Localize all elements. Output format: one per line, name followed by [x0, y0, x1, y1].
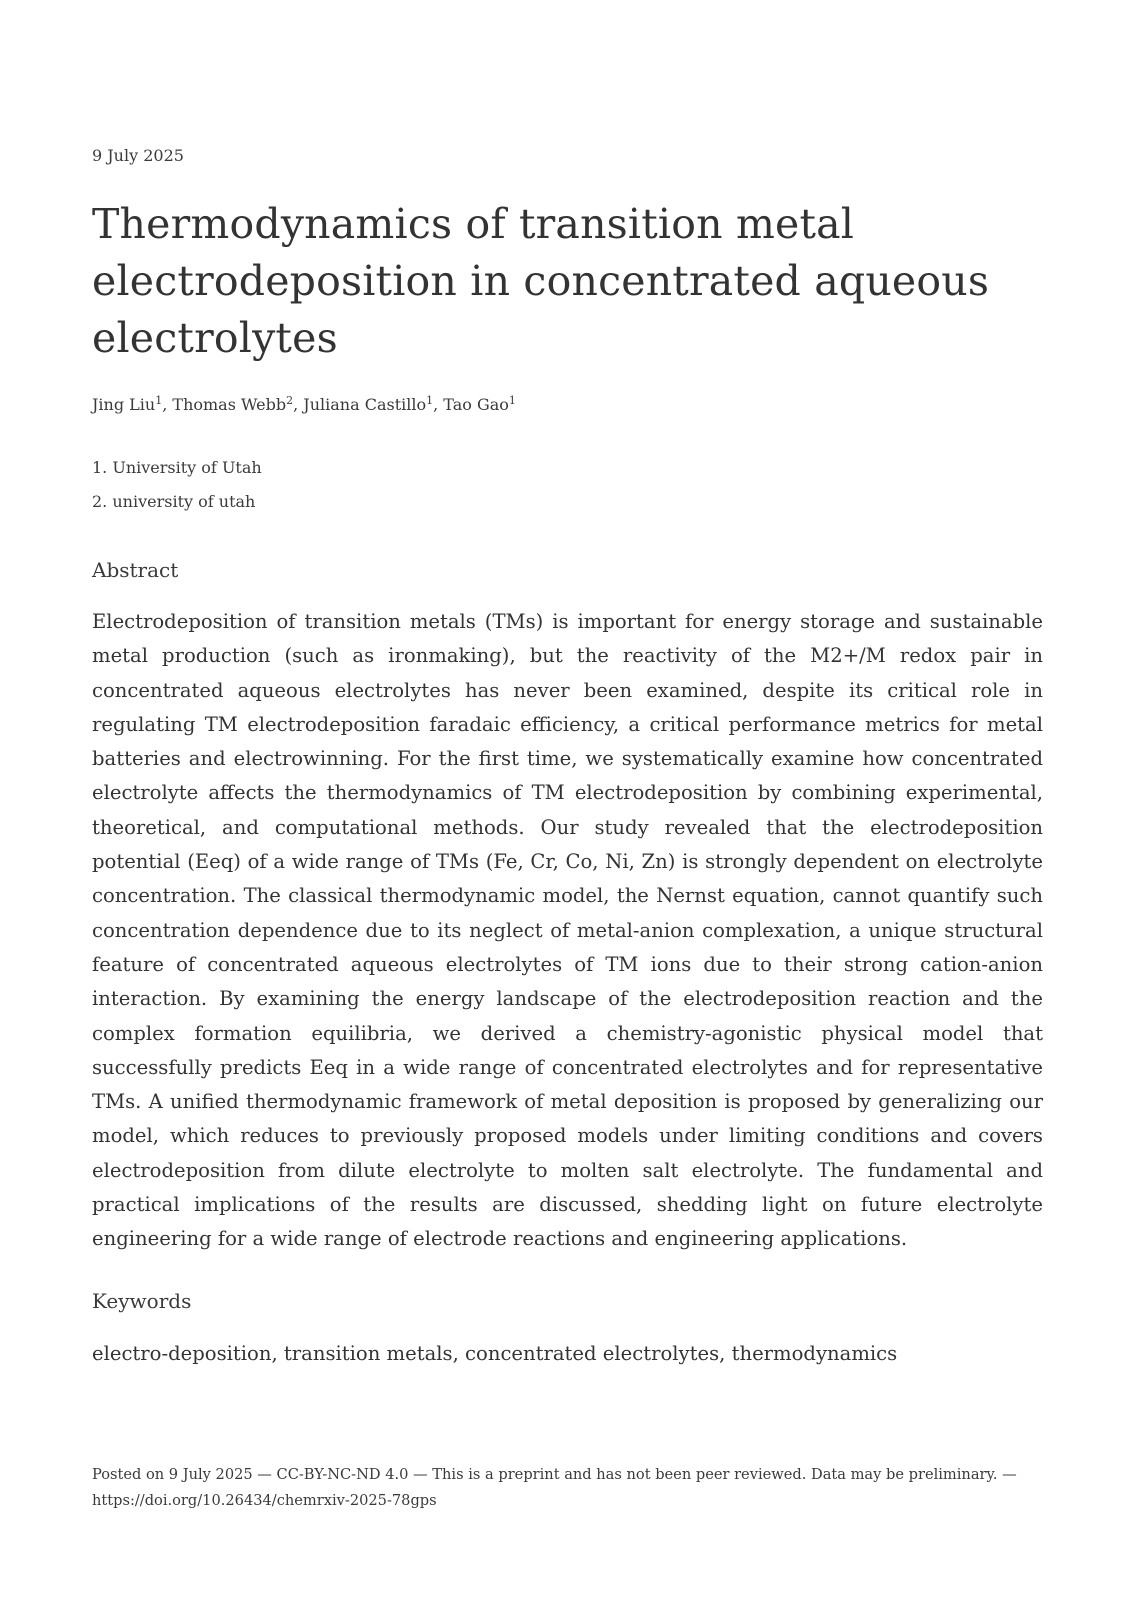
author-affiliation-marker: 1 [508, 394, 516, 407]
abstract-body: Electrodeposition of transition metals (TMs) is important for energy storage and sustainable metal production (such as ironmaking), but the reactivity of the M2+/M redox pair in concentrated aqueous electrolytes has never been examined, despite its critical role in regulating TM electrodeposition faradaic efficiency, a critical performance metrics for metal batteries and electrowinning. For the first time, we systematically examine how concentrated electrolyte affects the thermodynamics of TM electrodeposition by combining experimental, theoretical, and computational methods. Our study revealed that the electrodeposition potential (Eeq) of a wide range of TMs (Fe, Cr, Co, Ni, Zn) is strongly dependent on electrolyte concentration. The classical thermodynamic model, the Nernst equation, cannot quantify such concentration dependence due to its neglect of metal-anion complexation, a unique structural feature of concentrated aqueous electrolytes of TM ions due to their strong cation-anion interaction. By examining the energy landscape of the electrodeposition reaction and the complex formation equilibria, we derived a chemistry-agonistic physical model that successfully predicts Eeq in a wide range of concentrated electrolytes and for representative TMs. A unified thermodynamic framework of metal deposition is proposed by generalizing our model, which reduces to previously proposed models under limiting conditions and covers electrodeposition from dilute electrolyte to molten salt electrolyte. The fundamental and practical implications of the results are discussed, shedding light on future electrolyte engineering for a wide range of electrode reactions and engineering applications. [92, 610, 1043, 1251]
paper-title: Thermodynamics of transition metal electrodeposition in concentrated aqueous electrolytes [92, 200, 990, 362]
posting-date: 9 July 2025 [92, 146, 184, 165]
keywords-heading: Keywords [92, 1289, 192, 1313]
author-affiliation-marker: 1 [155, 394, 163, 407]
affiliation-item: 2. university of utah [92, 492, 256, 511]
author-list [92, 395, 516, 414]
author-separator: , [293, 395, 304, 414]
author-name: Juliana Castillo [303, 395, 427, 414]
author-name: Thomas Webb [172, 395, 287, 414]
author-name: Jing Liu [92, 395, 156, 414]
author-name: Tao Gao [443, 395, 509, 414]
keywords-list: electro-deposition, transition metals, concentrated electrolytes, thermodynamics [92, 1342, 898, 1365]
author-separator: , [433, 395, 444, 414]
author-separator: , [162, 395, 173, 414]
affiliation-item: 1. University of Utah [92, 458, 262, 477]
author-affiliation-marker: 1 [426, 394, 434, 407]
author-affiliation-marker: 2 [286, 394, 294, 407]
abstract-heading: Abstract [92, 558, 179, 582]
preprint-footer: Posted on 9 July 2025 — CC-BY-NC-ND 4.0 — This is a preprint and has not been peer reviewed. Data may be preliminary. — https://doi.org/10.26434/chemrxiv-2025-78gps [92, 1466, 1017, 1509]
affiliation-list [92, 457, 262, 525]
